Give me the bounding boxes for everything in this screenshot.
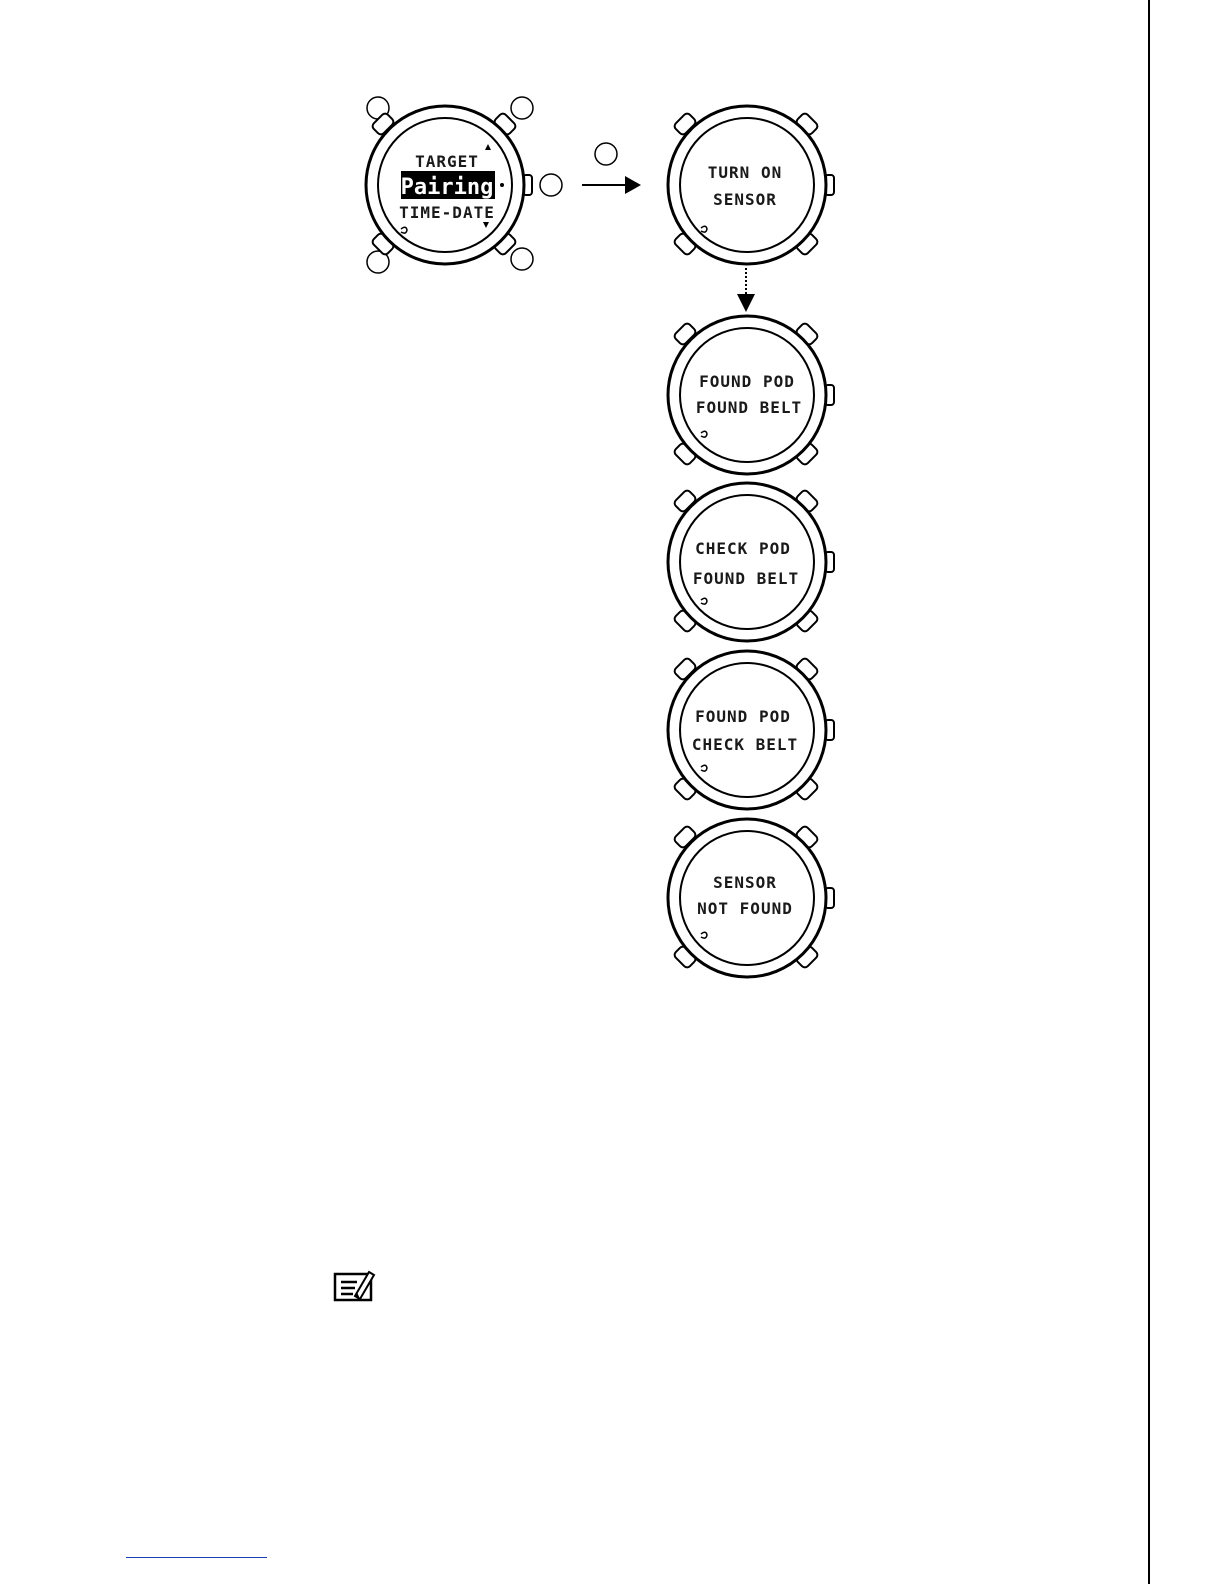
watch-line-1: SENSOR: [713, 873, 777, 892]
watch-found-pod-check-belt: [667, 650, 837, 820]
menu-line-selected: Pairing: [400, 175, 494, 200]
watch-line-2: CHECK BELT: [691, 735, 799, 754]
menu-line-top: TARGET: [415, 152, 479, 171]
watch-line-2: SENSOR: [713, 190, 777, 209]
watch-line-2: NOT FOUND: [697, 899, 793, 918]
watch-turn-on-sensor: [667, 105, 837, 275]
watch-line-1: CHECK POD: [695, 539, 791, 558]
watch-found-pod-found-belt: [667, 315, 837, 485]
menu-line-bottom: TIME-DATE: [399, 203, 495, 222]
note-edit-icon: [333, 1266, 377, 1306]
watch-line-1: FOUND POD: [695, 707, 791, 726]
arrow-down-head: [737, 294, 755, 312]
watch-menu: [365, 105, 535, 275]
watch-line-2: FOUND BELT: [695, 398, 803, 417]
watch-line-1: TURN ON: [707, 163, 783, 182]
callout-circle-right: [540, 174, 562, 196]
watch-line-1: FOUND POD: [699, 372, 795, 391]
watch-check-pod-found-belt: [667, 482, 837, 652]
watch-sensor-not-found: [667, 818, 837, 988]
callout-circle-arrow: [595, 143, 617, 165]
select-dot-icon: [500, 183, 504, 187]
footer-link-underline[interactable]: [126, 1557, 267, 1558]
arrow-right-head: [625, 176, 641, 194]
watch-line-2: FOUND BELT: [692, 569, 800, 588]
